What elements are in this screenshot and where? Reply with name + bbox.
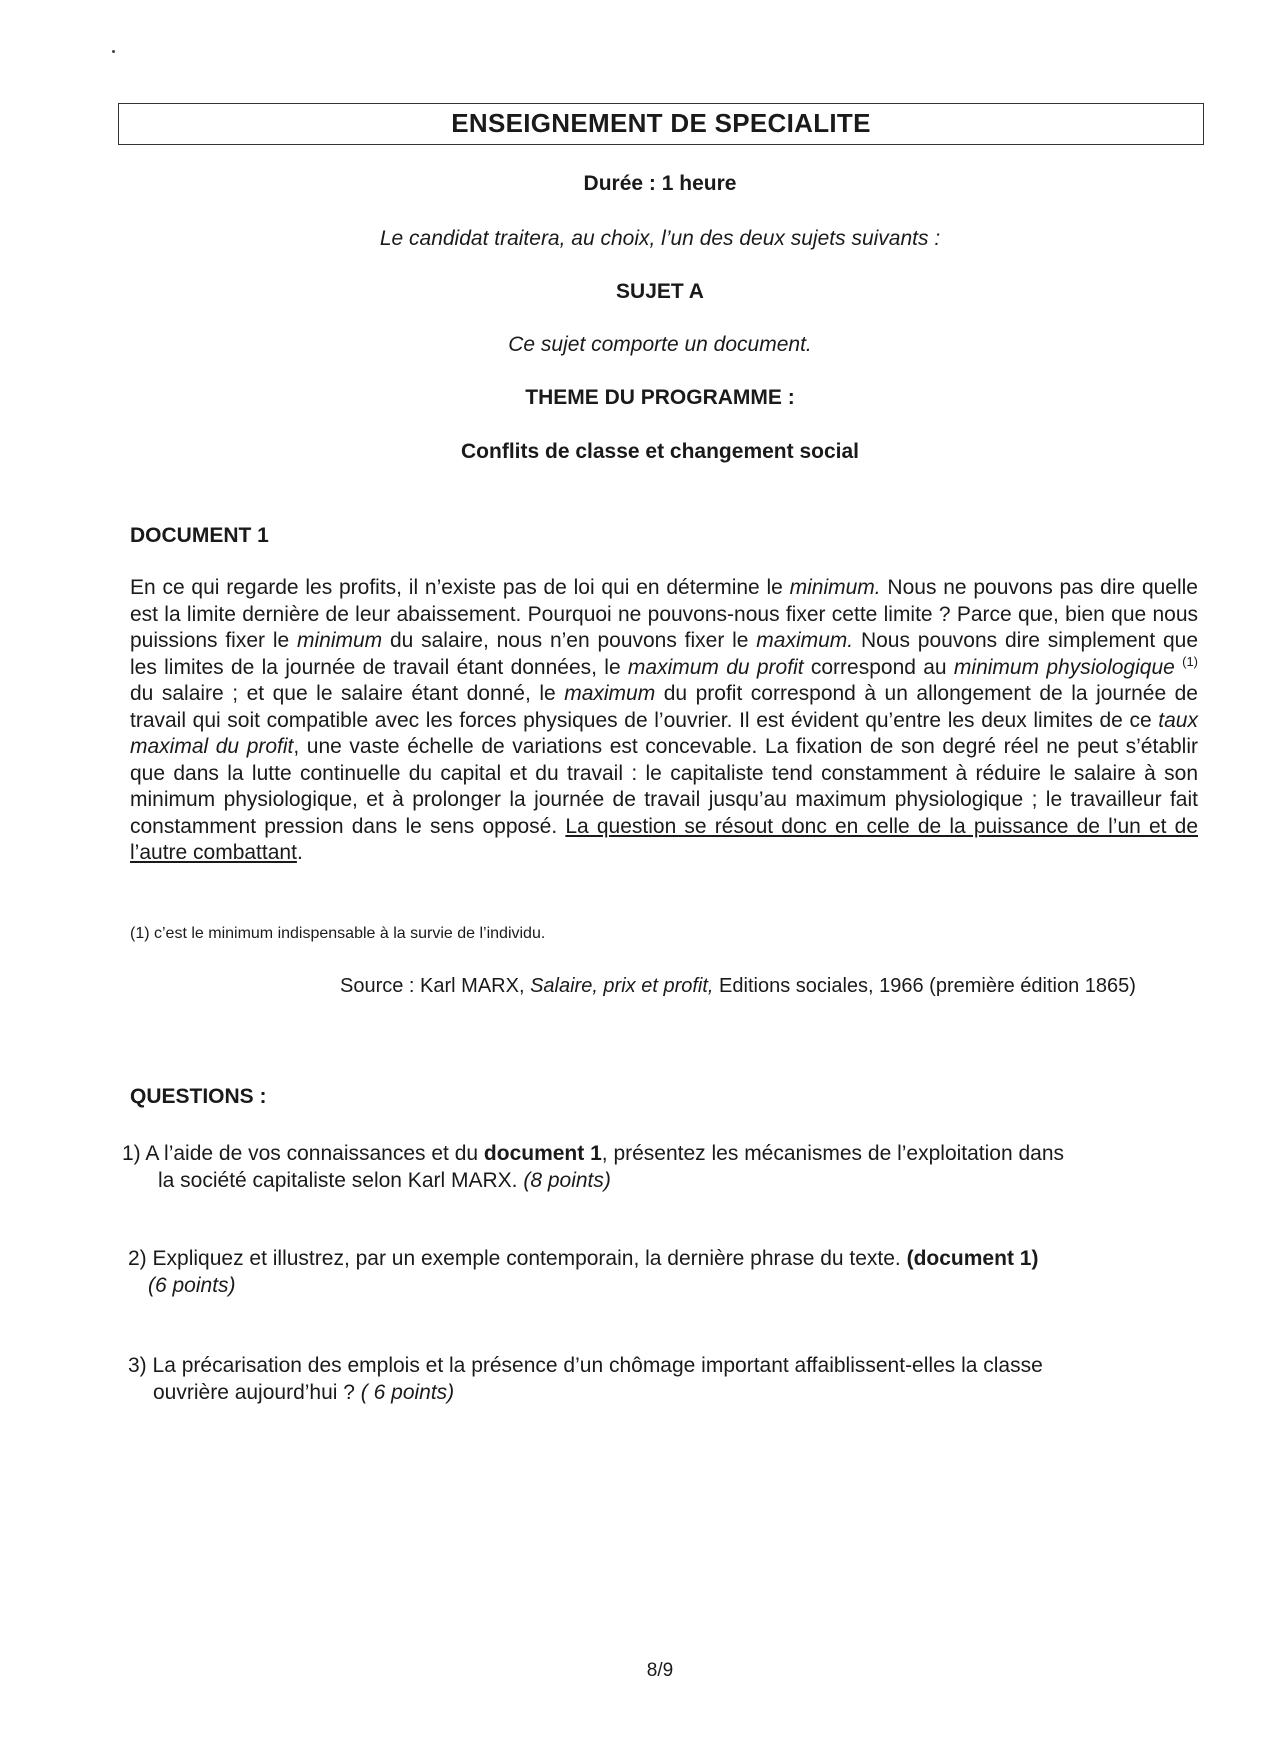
question-text: , présentez les mécanismes de l’exploitation dans: [601, 1142, 1065, 1165]
footnote-marker: (1): [1182, 653, 1199, 669]
question-text: la société capitaliste selon Karl MARX.: [158, 1169, 524, 1192]
question-text-bold: document 1: [483, 1142, 602, 1165]
doc-text-italic: minimum: [296, 629, 383, 652]
question-points: (8 points): [523, 1169, 611, 1192]
question-2: [128, 1245, 1208, 1299]
subject-note: Ce sujet comporte un document.: [508, 333, 812, 356]
doc-text-segment: Nous ne pouvons pas dire quelle est la limite dernière de leur abaissement. Pourquoi ne pouvons-nous fixer cette limite ? Parce que, bien que nous puissions fixer le: [130, 576, 1198, 652]
doc-text-segment: Nous pouvons dire simplement que les limites de la journée de travail étant données, le: [130, 629, 1198, 679]
instruction: Le candidat traitera, au choix, l’un des deux sujets suivants :: [379, 227, 941, 250]
question-text-bold: (document 1): [906, 1247, 1039, 1270]
question-number: 2): [128, 1247, 147, 1270]
question-1: [122, 1140, 1202, 1194]
question-3: [128, 1352, 1208, 1406]
source-citation: [340, 975, 1136, 998]
source-details: Editions sociales, 1966 (première édition 1865): [713, 975, 1136, 997]
question-number: 3): [128, 1354, 147, 1377]
source-title: Salaire, prix et profit,: [530, 975, 714, 997]
doc-text-underlined: La question se résout donc en celle de la puissance de l’un et de l’autre combattant: [130, 814, 1198, 864]
document-heading: DOCUMENT 1: [130, 524, 269, 547]
doc-text-segment: .: [296, 841, 303, 864]
duration: Durée : 1 heure: [583, 172, 737, 195]
doc-text-segment: du salaire, nous n’en pouvons fixer le: [382, 629, 757, 652]
theme-title: Conflits de classe et changement social: [461, 440, 859, 463]
doc-text-segment: du salaire ; et que le salaire étant donné, le: [130, 682, 565, 705]
header-title: ENSEIGNEMENT DE SPECIALITE: [451, 108, 871, 138]
doc-text-segment: du profit correspond à un allongement de la journée de travail qui soit compatible avec les forces physiques de l’ouvrier. Il est évident qu’entre les deux limites de ce: [130, 682, 1198, 732]
questions-heading: QUESTIONS :: [130, 1085, 267, 1108]
document-text: [130, 575, 1198, 867]
question-number: 1): [122, 1142, 141, 1165]
subject-label: SUJET A: [616, 280, 704, 303]
doc-text-italic: minimum.: [789, 576, 881, 599]
question-points: ( 6 points): [360, 1381, 455, 1404]
footnote: (1) c’est le minimum indispensable à la survie de l’individu.: [130, 925, 546, 942]
question-text: ouvrière aujourd’hui ?: [153, 1381, 361, 1404]
source-prefix: Source : Karl MARX,: [340, 975, 531, 997]
question-text: Expliquez et illustrez, par un exemple contemporain, la dernière phrase du texte.: [146, 1247, 907, 1270]
question-text: A l’aide de vos connaissances et du: [140, 1142, 484, 1165]
header-box: [118, 103, 1204, 145]
doc-text-italic: maximum du profit: [627, 655, 804, 679]
question-points: (6 points): [148, 1274, 236, 1297]
doc-text-italic: maximum: [564, 682, 656, 705]
doc-text-segment: , une vaste échelle de variations est concevable. La fixation de son degré réel ne peut s’établir que dans la lutte continuelle du capital et du travail : le capitaliste tend constamment à réduire le salaire à son minimum physiologique, et à prolonger la journée de travail jusqu’au maximum physiologique ; le travailleur fait constamment pression dans le sens opposé.: [130, 735, 1198, 838]
doc-text-italic: maximum.: [756, 629, 854, 652]
doc-text-italic: taux maximal du profit: [130, 708, 1198, 758]
theme-label: THEME DU PROGRAMME :: [525, 386, 795, 409]
doc-text-italic: minimum physiologique: [953, 655, 1175, 679]
page-number: 8/9: [646, 1660, 674, 1681]
doc-text-segment: correspond au: [803, 655, 954, 679]
scan-speck: [112, 50, 115, 53]
doc-text-segment: En ce qui regarde les profits, il n’existe pas de loi qui en détermine le: [130, 576, 790, 599]
question-text: La précarisation des emplois et la présence d’un chômage important affaiblissent-elles la classe: [146, 1354, 1043, 1377]
